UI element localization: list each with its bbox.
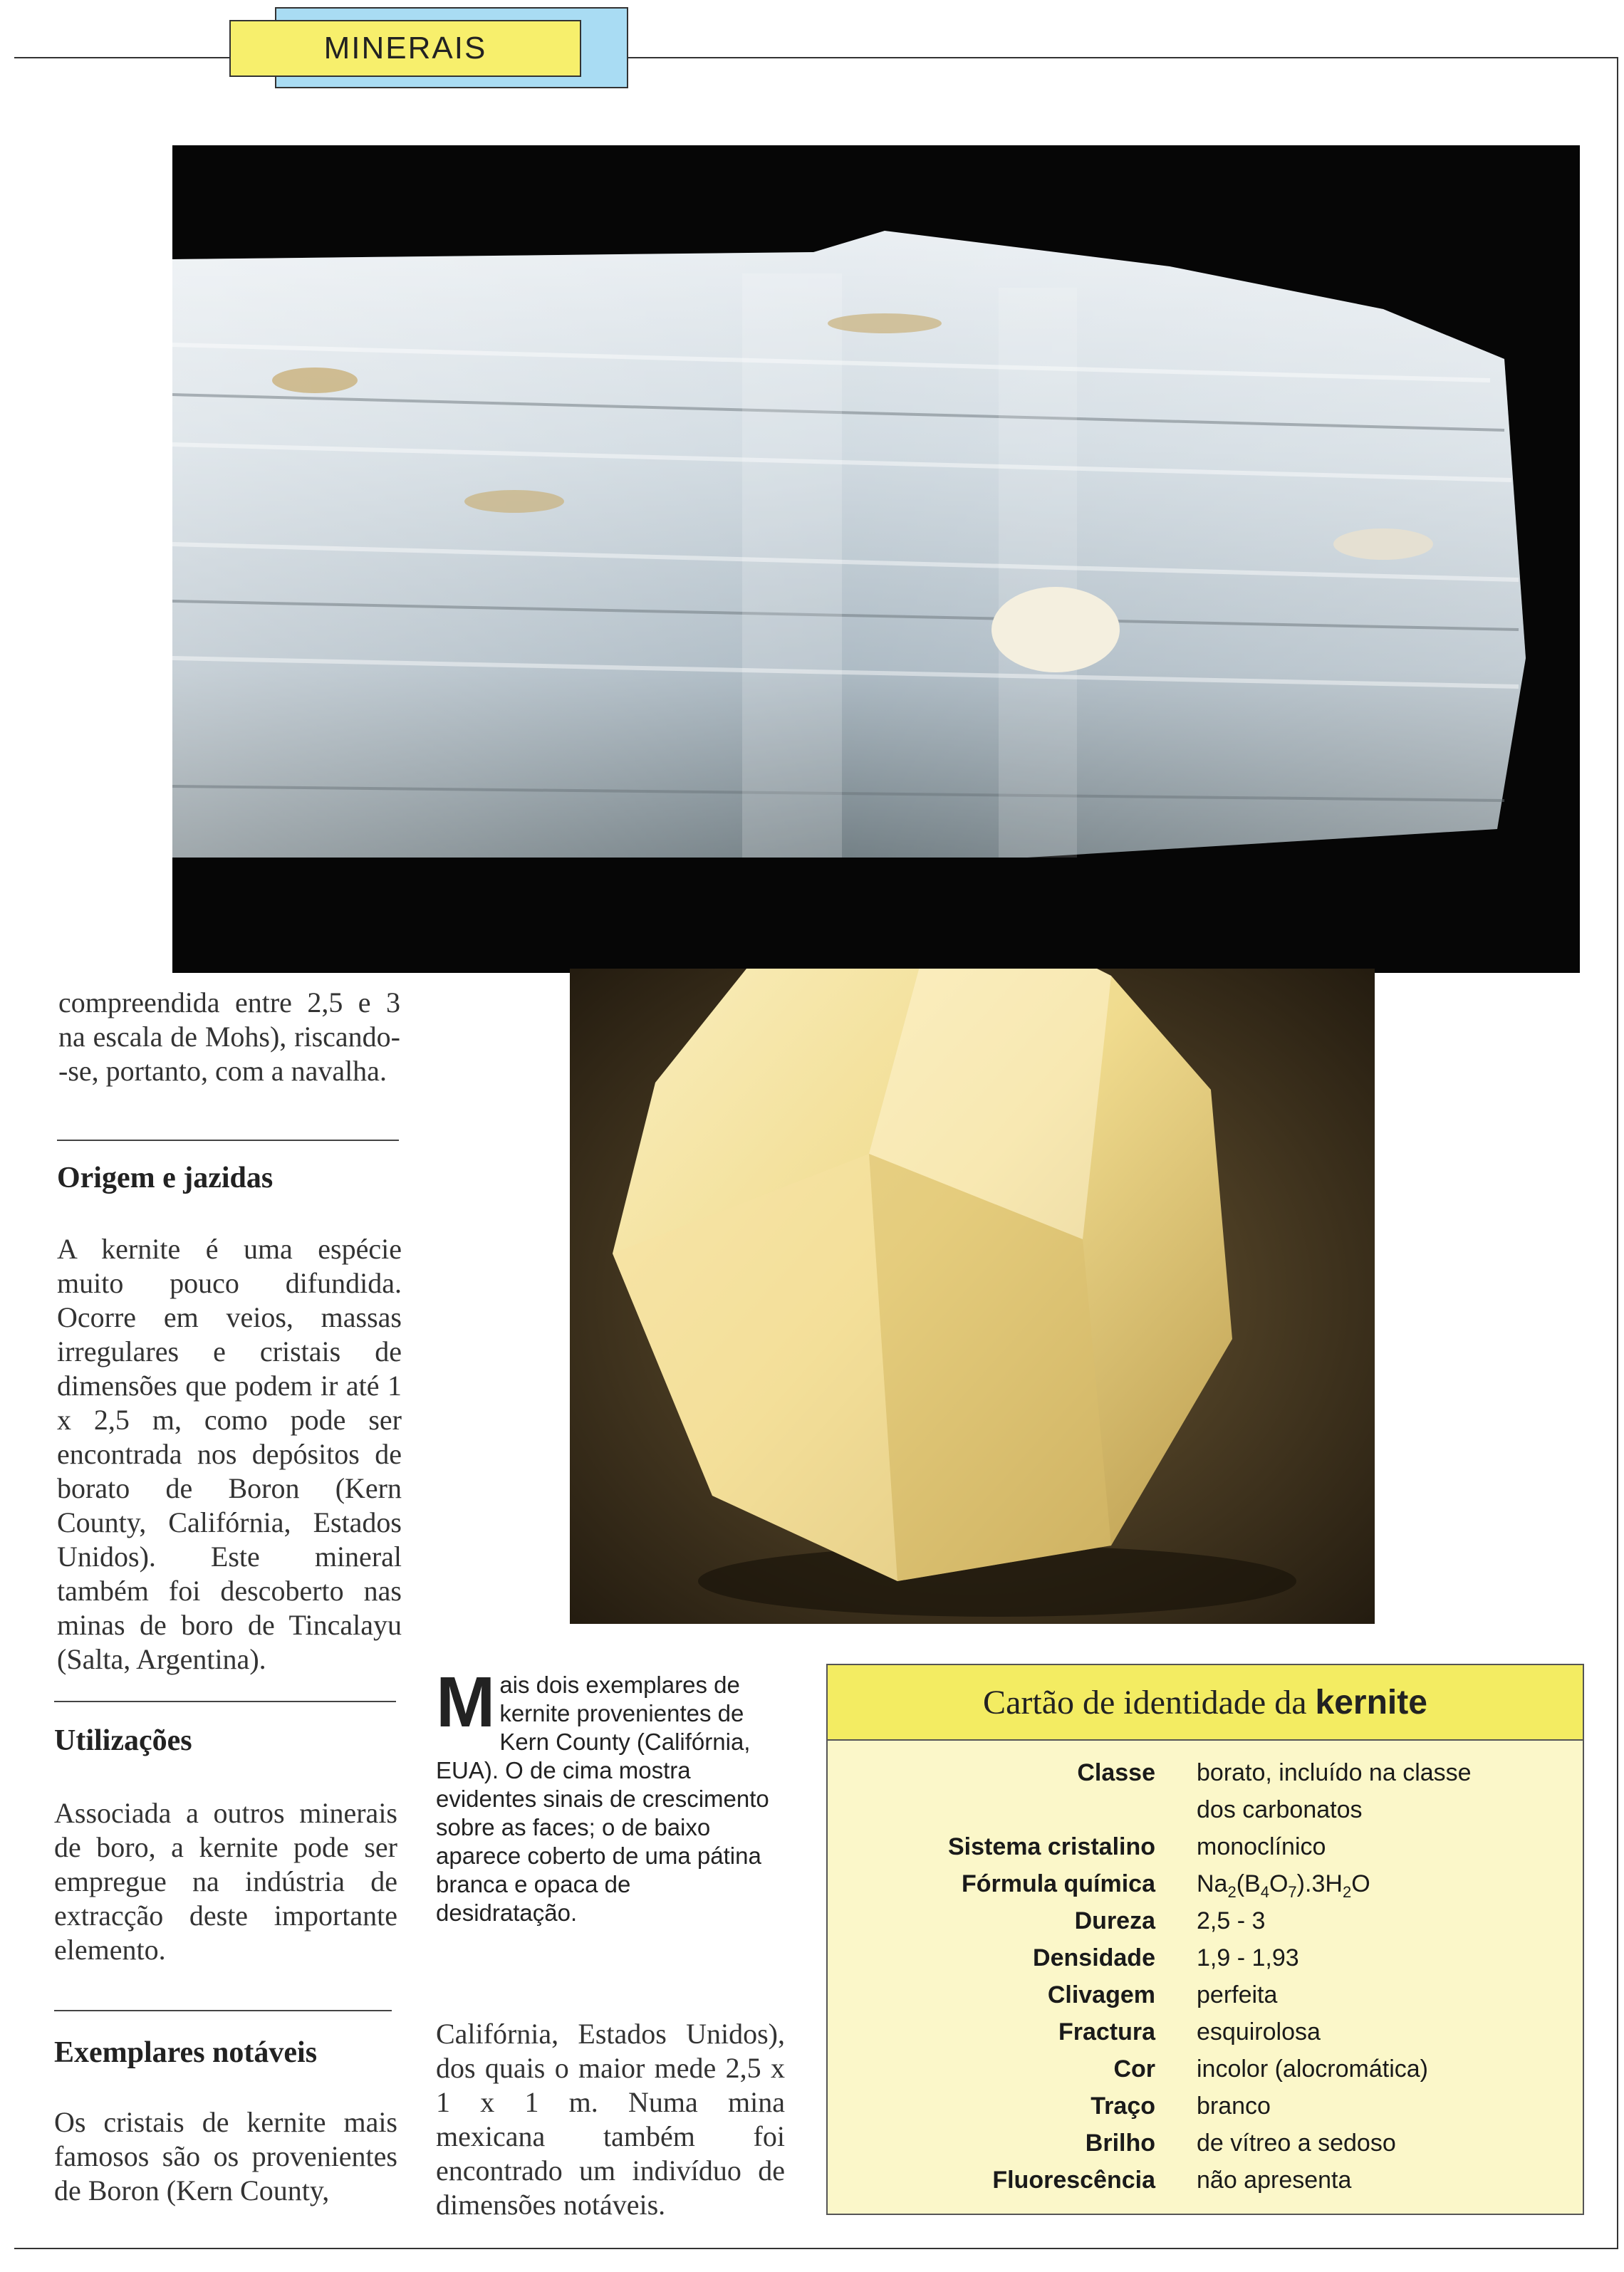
identity-card: [826, 1664, 1584, 2215]
identity-card-title-mineral: kernite: [1315, 1683, 1427, 1721]
section-divider: [57, 1140, 399, 1141]
section-divider: [54, 2010, 392, 2011]
caption-text: ais dois exemplares de kernite provenientes de Kern County (Califórnia, EUA). O de cima mostra evidentes sinais de crescimento sobre as faces; o de baixo aparece coberto de uma pátina branca e opaca de desidratação.: [436, 1672, 769, 1926]
section-tab-label: MINERAIS: [323, 31, 487, 66]
identity-card-value: monoclínico: [1197, 1833, 1326, 1860]
identity-card-value: perfeita: [1197, 1981, 1278, 2008]
identity-card-value: borato, incluído na classe: [1197, 1759, 1472, 1786]
identity-card-value: branco: [1197, 2093, 1271, 2120]
identity-card-label: Cor: [1113, 2055, 1155, 2083]
identity-card-label: Sistema cristalino: [947, 1833, 1155, 1860]
identity-card-value: de vítreo a sedoso: [1197, 2130, 1396, 2157]
identity-card-value: dos carbonatos: [1197, 1796, 1363, 1823]
identity-card-label: Fractura: [1058, 2018, 1155, 2046]
identity-card-value: $Na_2(B_4O_7).3H_2O$: [1197, 1870, 1370, 1901]
identity-card-label: Traço: [1091, 2093, 1155, 2120]
page-frame-bottom: [14, 2248, 1618, 2249]
identity-card-label: Densidade: [1033, 1944, 1155, 1971]
identity-card-label: Fluorescência: [992, 2167, 1155, 2194]
identity-card-value: 1,9 - 1,93: [1197, 1944, 1299, 1971]
identity-card-label: Clivagem: [1047, 1981, 1155, 2008]
intro-paragraph: compreendida entre 2,5 e 3 na escala de Mohs), riscando--se, portanto, com a navalha.: [58, 986, 400, 1087]
crystal-illustration-top: [172, 145, 1580, 973]
kernite-crystal-photo-top: [172, 145, 1580, 973]
kernite-crystal-photo-bottom: [570, 969, 1375, 1624]
identity-card-title: [828, 1665, 1583, 1741]
section-divider: [54, 1701, 396, 1702]
section-tab: [229, 20, 581, 77]
heading-exemplares-notaveis: Exemplares notáveis: [54, 2036, 318, 2069]
identity-card-label: Fórmula química: [961, 1870, 1155, 1897]
identity-card-value: não apresenta: [1197, 2167, 1352, 2194]
identity-card-title-prefix: Cartão de identidade da: [983, 1683, 1316, 1721]
heading-origem-e-jazidas: Origem e jazidas: [57, 1162, 274, 1194]
identity-card-value: esquirolosa: [1197, 2018, 1321, 2046]
identity-card-label: Classe: [1077, 1759, 1155, 1786]
identity-card-value: incolor (alocromática): [1197, 2055, 1428, 2083]
heading-utilizacoes: Utilizações: [54, 1724, 192, 1757]
crystal-illustration-bottom: [570, 969, 1375, 1624]
caption-dropcap: M: [436, 1662, 496, 1742]
identity-card-value: 2,5 - 3: [1197, 1907, 1266, 1934]
paragraph-continued: Califórnia, Estados Unidos), dos quais o maior mede 2,5 x 1 x 1 m. Numa mina mexicana também foi encontrado um indivíduo de dimensões notáveis.: [436, 2018, 785, 2221]
paragraph-utilizacoes: Associada a outros minerais de boro, a kernite pode ser empregue na indústria de extracção deste importante elemento.: [54, 1797, 397, 1966]
photo-caption: [436, 1662, 778, 1927]
page-frame-right: [1617, 57, 1618, 2249]
identity-card-label: Dureza: [1074, 1907, 1155, 1934]
paragraph-exemplares-notaveis: Os cristais de kernite mais famosos são os provenientes de Boron (Kern County,: [54, 2106, 397, 2206]
paragraph-origem-e-jazidas: A kernite é uma espécie muito pouco difundida. Ocorre em veios, massas irregulares e cristais de dimensões que podem ir até 1 x 2,5 m, como pode ser encontrada nos depósitos de borato de Boron (Kern County, Califórnia, Estados Unidos). Este mineral também foi descoberto nas minas de boro de Tincalayu (Salta, Argentina).: [57, 1233, 402, 1675]
identity-card-label: Brilho: [1085, 2130, 1155, 2157]
